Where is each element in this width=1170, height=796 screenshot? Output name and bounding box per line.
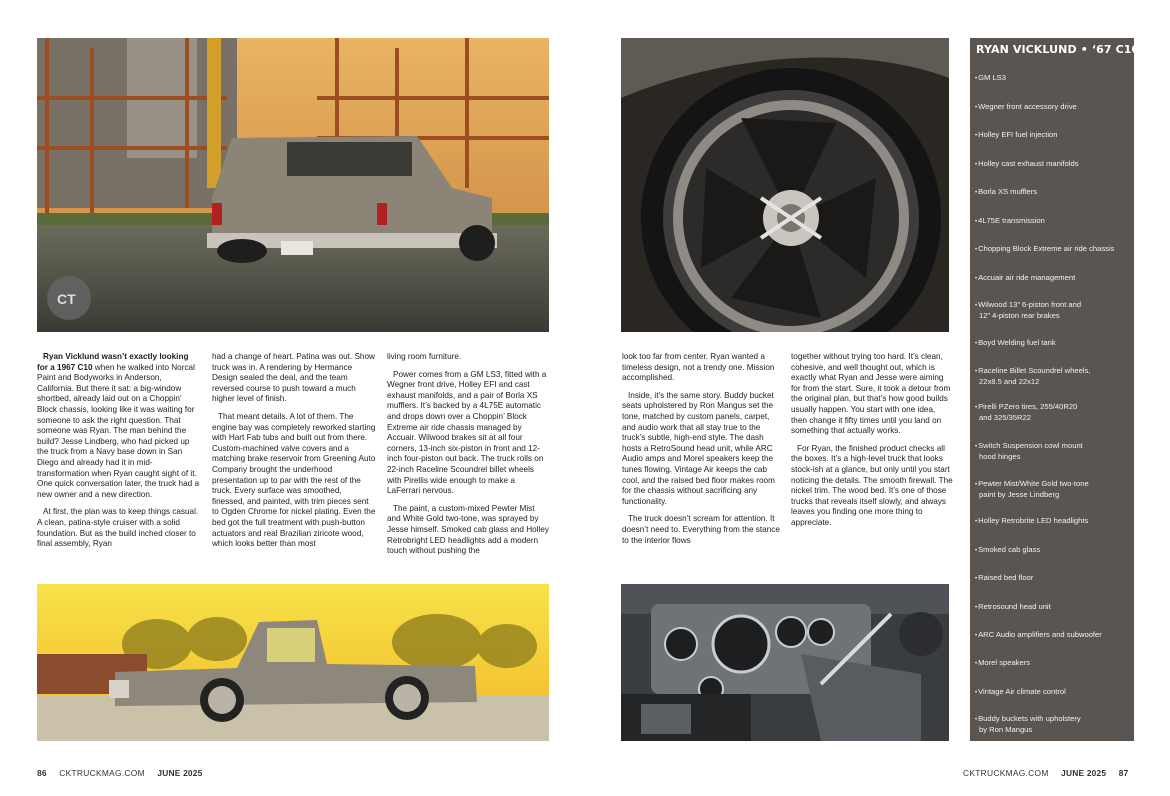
article-paragraph: had a change of heart. Patina was out. Show truck was in. A rendering by Hermance Design sealed the deal, and the team reversed course to push toward a much higher level of finish. [212,352,375,404]
photo-truck-side-sunset [37,584,549,741]
spec-item: • Boyd Welding fuel tank [975,338,1133,349]
spec-item: • Raised bed floor [975,573,1133,584]
spec-item: • Switch Suspension cowl mount hood hinges [975,441,1133,462]
spec-item: • Morel speakers [975,658,1133,669]
page-number: 86 [37,768,47,778]
footer-site: CKTRUCKMAG.COM [59,768,145,778]
spec-item: • Holley Retrobrite LED headlights [975,516,1133,527]
article-paragraph: That meant details. A lot of them. The engine bay was completely reworked starting with Hart Fab tubs and built out from there. Custom-machined valve covers and a matching brake reservoir from Greening Auto Company brought the underhood presentation up to par with the rest of the truck. Every surface was smoothed, finessed, and painted, with trim pieces sent to Ogden Chrome for nickel plating. Even the bed got the full treatment with push-button actuators and real Brazilian ziricote wood, which looks better than most [212,411,376,549]
article-lead-in: Ryan Vicklund wasn’t exactly looking for a 1967 C10 [37,352,189,372]
right-footer [963,768,1129,778]
spec-item: • Pewter Mist/White Gold two-tone paint by Jesse Lindberg [975,479,1133,500]
spec-item: • Wilwood 13” 6-piston front and 12” 4-piston rear brakes [975,300,1133,321]
vehicle-name: ‘67 C10 [1091,43,1140,56]
article-paragraph: For Ryan, the finished product checks all the boxes. It’s a high-level truck that looks stock-ish at a glance, but only until you start noticing the details. The smooth firewall. The nickel trim. The wood bed. It’s one of those trucks that reveals itself slowly, and always leaves you finding one more thing to appreciate. [791,443,953,527]
article-paragraph: Inside, it’s the same story. Buddy bucket seats upholstered by Ron Mangus set the tone, matched by custom panels, carpet, and audio work that all stay true to the truck’s subtle, high-end style. The dash hosts a RetroSound head unit, while ARC Audio amps and Morel speakers keep the tunes flowing. Vintage Air keeps the cab cool, and the raised bed floor makes room for the chassis without sacrificing any functionality. [622,390,775,506]
spec-item: • Borla XS mufflers [975,187,1133,198]
spec-item: • Buddy buckets with upholstery by Ron Mangus [975,714,1133,735]
right-article-column-2 [791,352,953,536]
spec-item: • Wegner front accessory drive [975,102,1133,113]
photo-dashboard [621,584,949,741]
article-paragraph: living room furniture. [387,352,462,361]
right-article-column-1 [622,352,780,553]
left-article-column-3 [387,352,550,564]
footer-date: JUNE 2025 [157,768,203,778]
article-paragraph: Power comes from a GM LS3, fitted with a Wegner front drive, Holley EFI and cast exhaust manifolds, and a pair of Borla XS mufflers. It’s backed by a 4L75E automatic and drops down over a Choppin’ Block Extreme air ride chassis managed by Accuair. Wilwood brakes sit at all four corners, 13-inch six-piston in front and 12-inch four-piston out back. The truck rolls on 22-inch Raceline Scoundrel billet wheels with Pirellis wide enough to make a LaFerrari nervous. [387,369,547,496]
spec-item: • Smoked cab glass [975,545,1133,556]
spec-item: • GM LS3 [975,73,1133,84]
article-paragraph: At first, the plan was to keep things casual. A clean, patina-style cruiser with a solid foundation. But as the build inched closer to final assembly, Ryan [37,507,199,549]
spec-item: • 4L75E transmission [975,216,1133,227]
article-paragraph: look too far from center. Ryan wanted a timeless design, not a trendy one. Mission accomplished. [622,352,775,383]
spec-item: • Holley cast exhaust manifolds [975,159,1133,170]
owner-name: RYAN VICKLUND [976,43,1077,56]
photo-truck-rear-industrial [37,38,549,332]
spec-sidebar [970,38,1140,741]
spec-item: • ARC Audio amplifiers and subwoofer [975,630,1133,641]
spec-item: • Retrosound head unit [975,602,1133,613]
spec-item: • Pirelli PZero tires, 255/40R20 and 325/35R22 [975,402,1133,423]
svg-text:CT: CT [57,291,76,307]
spec-item: • Raceline Billet Scoundrel wheels, 22x8.5 and 22x12 [975,366,1133,387]
footer-date: JUNE 2025 [1061,768,1107,778]
photo-wheel-closeup [621,38,949,332]
article-paragraph: Ryan Vicklund wasn’t exactly looking for a 1967 C10 when he walked into Norcal Paint and Bodyworks in Anderson, California. But there it sat: a big-window shortbed, already laid out on a Choppin’ Block chassis, looking like it was waiting for someone to ask the right question. That someone was Ryan. The man behind the build? Jesse Lindberg, who had picked up the truck from a Navy base down in San Diego and already had it in mid-transformation when Ryan caught sight of it. One quick conversation later, the truck had a new owner and a new direction. [37,352,200,499]
spec-item: • Chopping Block Extreme air ride chassis [975,244,1133,255]
article-paragraph: The truck doesn’t scream for attention. It doesn’t need to. Everything from the stance to the interior flows [622,514,780,545]
spec-item: • Vintage Air climate control [975,687,1133,698]
article-paragraph: together without trying too hard. It’s clean, cohesive, and well thought out, which is exactly what Ryan and Jesse were aiming for from the start. Sure, it took a detour from the original plan, but that’s how good builds usually happen. You start with one idea, then change it fifty times until you land on something that actually works. [791,352,951,436]
left-article-column-1 [37,352,200,557]
left-article-column-2 [212,352,376,557]
footer-site: CKTRUCKMAG.COM [963,768,1049,778]
left-footer [37,768,213,778]
article-paragraph: The paint, a custom-mixed Pewter Mist and White Gold two-tone, was sprayed by Jesse himself. Smoked cab glass and Holley Retrobright LED headlights add a modern touch without pushing the [387,503,550,556]
page-number: 87 [1118,768,1129,778]
sidebar-title: RYAN VICKLUND • ‘67 C10 [976,43,1140,56]
spec-item: • Accuair air ride management [975,273,1133,284]
spec-item: • Holley EFI fuel injection [975,130,1133,141]
